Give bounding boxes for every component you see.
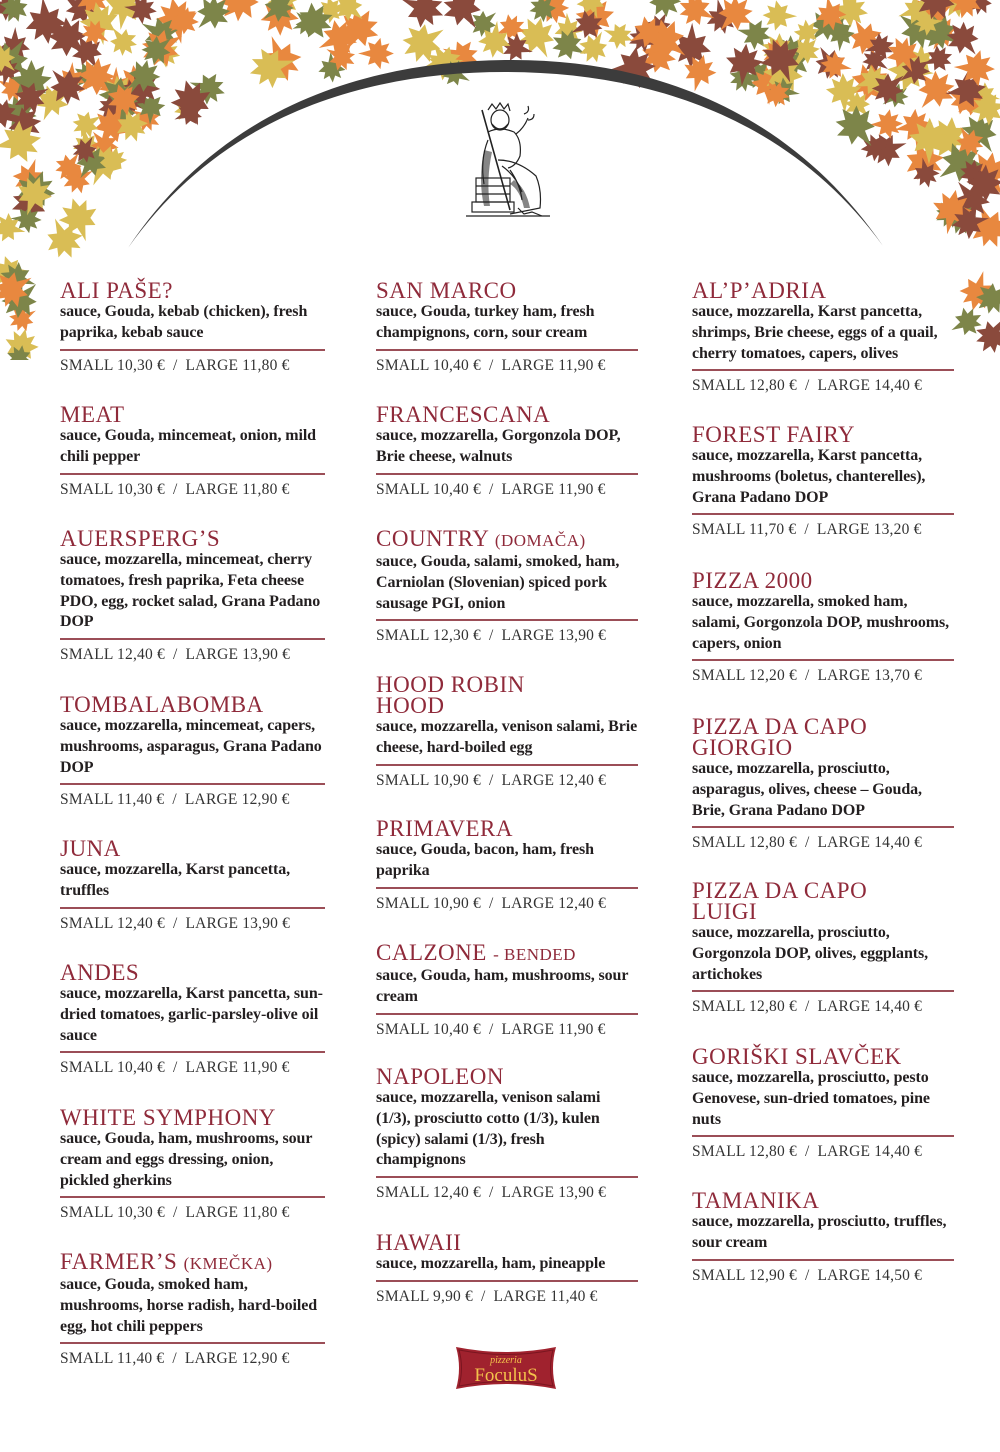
pizza-name [60,838,280,859]
pizza-price [692,521,954,539]
divider-line [60,638,325,640]
price-separator: / [804,377,810,395]
pizza-ingredients: sauce, mozzarella, Karst pancetta, shrimps, Brie cheese, eggs of a quail, cherry tomatoes, capers, olives [692,303,938,362]
pizza-price [376,627,638,645]
pizza-name-text: FARMER’S [60,1249,178,1274]
price-separator: / [488,894,494,912]
pizza-name-text: NAPOLEON [376,1064,504,1089]
size-large-label: LARGE [817,667,871,685]
price-small: 12,20 € [749,667,797,685]
pizza-price [692,377,954,395]
pizza-name [376,528,596,551]
price-separator: / [481,1287,486,1305]
size-large-label: LARGE [817,834,871,852]
divider-line [692,513,954,515]
price-small: 11,70 € [749,521,797,539]
price-small: 12,40 € [117,914,165,932]
pizza-name-text: HOOD ROBIN HOOD [376,672,525,718]
pizza-name-suffix: (DOMAČA) [494,531,586,550]
divider-line [376,1013,638,1015]
size-large-label: LARGE [816,521,870,539]
pizza-ingredients: sauce, Gouda, kebab (chicken), fresh paprika, kebab sauce [60,303,308,341]
divider-line [376,1176,638,1178]
pizza-ingredients: sauce, Gouda, ham, mushrooms, sour cream [376,967,629,1005]
price-small: 12,80 € [749,1143,797,1161]
price-large: 11,90 € [558,356,606,374]
pizza-name [376,280,596,301]
price-separator: / [488,1184,494,1202]
size-large-label: LARGE [185,1059,239,1077]
price-small: 12,40 € [117,646,165,664]
pizza-name-text: TOMBALABOMBA [60,692,264,717]
foculus-logo [450,1343,562,1393]
pizza-name [60,528,280,549]
price-separator: / [172,480,178,498]
divider-line [60,907,325,909]
pizza-price [692,998,954,1016]
size-small-label: SMALL [60,1059,113,1077]
size-small-label: SMALL [692,1266,745,1284]
price-small: 12,90 € [749,1266,797,1284]
price-separator: / [488,627,494,645]
size-small-label: SMALL [692,1143,745,1161]
price-large: 11,80 € [242,480,290,498]
size-small-label: SMALL [692,667,745,685]
divider-line [376,1280,638,1282]
size-large-label: LARGE [501,771,555,789]
pizza-price [376,481,638,499]
pizza-name [692,716,912,758]
price-small: 10,40 € [433,356,481,374]
price-large: 11,40 € [550,1287,598,1305]
pizza-price [376,1021,638,1039]
price-large: 11,90 € [242,1059,290,1077]
pizza-name-text: PIZZA 2000 [692,568,813,593]
size-large-label: LARGE [185,356,239,374]
size-large-label: LARGE [184,791,238,809]
size-small-label: SMALL [376,356,429,374]
pizza-name-text: JUNA [60,836,121,861]
price-small: 10,40 € [433,480,481,498]
pizza-name-text: COUNTRY [376,526,489,551]
menu-item [60,962,325,1077]
pizza-price [60,481,325,499]
price-small: 12,40 € [433,1184,481,1202]
pizza-price [692,1143,954,1161]
pizza-ingredients: sauce, Gouda, smoked ham, mushrooms, horse radish, hard-boiled egg, hot chili peppers [60,1276,318,1335]
divider-line [60,473,325,475]
pizza-ingredients: sauce, mozzarella, prosciutto, Gorgonzola DOP, olives, eggplants, artichokes [692,924,929,983]
size-large-label: LARGE [185,1204,239,1222]
divider-line [376,473,638,475]
size-small-label: SMALL [692,377,745,395]
pizza-ingredients: sauce, Gouda, bacon, ham, fresh paprika [376,841,594,879]
menu-item [376,1066,638,1202]
pizza-price [376,895,638,913]
size-large-label: LARGE [817,377,871,395]
price-small: 11,40 € [117,791,165,809]
pizza-name [60,404,280,425]
price-small: 12,80 € [749,998,797,1016]
size-large-label: LARGE [817,1143,871,1161]
pizza-name [692,570,912,591]
size-small-label: SMALL [60,1350,113,1368]
size-large-label: LARGE [493,1287,547,1305]
pizza-ingredients: sauce, mozzarella, Karst pancetta, sun-dried tomatoes, garlic-parsley-olive oil sauce [60,985,323,1044]
divider-line [376,764,638,766]
size-large-label: LARGE [185,914,239,932]
pizza-name [376,1232,596,1253]
pizza-price [60,646,325,664]
pizza-price [692,1267,954,1285]
pizza-name-text: TAMANIKA [692,1188,820,1213]
pizza-ingredients: sauce, mozzarella, prosciutto, truffles, sour cream [692,1213,947,1251]
price-small: 10,40 € [117,1059,165,1077]
pizza-ingredients: sauce, mozzarella, venison salami, Brie cheese, hard-boiled egg [376,718,638,756]
price-separator: / [172,791,177,809]
pizza-price [60,1059,325,1077]
pizza-name [376,818,596,839]
price-small: 11,40 € [117,1350,165,1368]
menu-item [376,1232,638,1306]
size-small-label: SMALL [376,627,429,645]
pizza-ingredients: sauce, mozzarella, Gorgonzola DOP, Brie cheese, walnuts [376,427,621,465]
pizza-name [692,1046,912,1067]
pizza-name [692,280,912,301]
size-large-label: LARGE [184,1350,238,1368]
price-large: 14,40 € [874,998,923,1016]
size-small-label: SMALL [692,521,745,539]
pizza-price [60,915,325,933]
divider-line [60,1196,325,1198]
price-small: 9,90 € [433,1287,473,1305]
price-small: 10,30 € [117,480,165,498]
price-separator: / [804,667,810,685]
divider-line [376,887,638,889]
menu-item [376,942,638,1039]
price-large: 12,40 € [558,894,607,912]
price-large: 13,90 € [558,627,607,645]
pizza-name [376,404,596,425]
pizza-name [376,674,596,716]
pizza-ingredients: sauce, mozzarella, venison salami (1/3), prosciutto cotto (1/3), kulen (spicy) salami (1/3), fresh champignons [376,1089,601,1169]
price-separator: / [172,646,178,664]
divider-line [692,990,954,992]
price-large: 11,90 € [558,1020,606,1038]
price-large: 13,90 € [242,914,291,932]
pizza-price [692,834,954,852]
pizza-name-suffix: (KMEČKA) [183,1254,273,1273]
menu-item [60,280,325,375]
price-small: 12,80 € [749,834,797,852]
pizza-name [60,1251,280,1274]
pizza-price [60,357,325,375]
size-large-label: LARGE [817,1266,871,1284]
pizza-name-text: AUERSPERG’S [60,526,221,551]
pizza-name-text: MEAT [60,402,125,427]
price-large: 13,90 € [558,1184,607,1202]
price-large: 12,90 € [241,791,290,809]
price-separator: / [804,521,809,539]
size-large-label: LARGE [501,356,555,374]
price-separator: / [488,1020,494,1038]
price-separator: / [488,480,494,498]
menu-item [692,1046,954,1161]
pizza-name [376,942,596,965]
price-separator: / [172,356,178,374]
pizza-price [376,1288,638,1306]
pizza-name-text: WHITE SYMPHONY [60,1105,276,1130]
pizza-ingredients: sauce, mozzarella, mincemeat, cherry tomatoes, fresh paprika, Feta cheese PDO, egg, rocket salad, Grana Padano DOP [60,551,321,631]
divider-line [692,659,954,661]
menu-item [60,838,325,933]
pizza-name [692,424,912,445]
price-small: 10,30 € [117,1204,165,1222]
pizza-name-text: GORIŠKI SLAVČEK [692,1044,902,1069]
pizza-name-suffix: - BENDED [493,945,576,964]
pizza-ingredients: sauce, Gouda, turkey ham, fresh champignons, corn, sour cream [376,303,595,341]
price-separator: / [804,998,810,1016]
pizza-price [376,1184,638,1202]
menu-item [60,404,325,499]
menu-item [376,280,638,375]
price-small: 10,40 € [433,1020,481,1038]
pizza-ingredients: sauce, mozzarella, mincemeat, capers, mushrooms, asparagus, Grana Padano DOP [60,717,322,776]
price-large: 12,90 € [241,1350,290,1368]
pizza-name-text: ALI PAŠE? [60,278,173,303]
size-small-label: SMALL [60,914,113,932]
pizza-ingredients: sauce, mozzarella, prosciutto, pesto Genovese, sun-dried tomatoes, pine nuts [692,1069,930,1128]
pizza-name-text: PIZZA DA CAPO GIORGIO [692,714,868,760]
price-separator: / [172,1059,178,1077]
svg-text:pizzeria: pizzeria [490,1355,522,1366]
price-large: 14,40 € [874,377,923,395]
price-large: 13,70 € [874,667,923,685]
price-small: 12,30 € [433,627,481,645]
size-large-label: LARGE [817,998,871,1016]
size-large-label: LARGE [501,894,555,912]
menu-item [376,818,638,913]
pizza-price [376,772,638,790]
menu-item [692,880,954,1016]
price-separator: / [172,1204,178,1222]
pizza-name-text: FRANCESCANA [376,402,551,427]
price-large: 14,40 € [874,1143,923,1161]
pizza-price [60,1350,325,1368]
pizza-name [60,962,280,983]
price-small: 10,90 € [433,894,481,912]
size-large-label: LARGE [185,480,239,498]
pizza-ingredients: sauce, Gouda, ham, mushrooms, sour cream and eggs dressing, onion, pickled gherkins [60,1130,313,1189]
divider-line [692,369,954,371]
pizza-name [692,880,912,922]
divider-line [692,1135,954,1137]
pizza-ingredients: sauce, Gouda, mincemeat, onion, mild chili pepper [60,427,316,465]
price-large: 11,80 € [242,356,290,374]
menu-item [60,528,325,664]
pizza-ingredients: sauce, mozzarella, prosciutto, asparagus, olives, cheese – Gouda, Brie, Grana Padano DOP [692,760,922,819]
divider-line [692,1259,954,1261]
pizza-name [692,1190,912,1211]
size-large-label: LARGE [501,1020,555,1038]
price-small: 12,80 € [749,377,797,395]
menu-item [376,528,638,645]
price-small: 10,30 € [117,356,165,374]
menu-item [692,280,954,395]
menu-item [376,404,638,499]
size-small-label: SMALL [60,480,113,498]
size-large-label: LARGE [501,627,555,645]
price-small: 10,90 € [433,771,481,789]
pizza-name [60,280,280,301]
divider-line [376,349,638,351]
price-separator: / [804,1143,810,1161]
price-separator: / [804,834,810,852]
divider-line [60,1051,325,1053]
menu-item [60,694,325,809]
menu-item [692,1190,954,1285]
divider-line [60,349,325,351]
pizza-ingredients: sauce, mozzarella, Karst pancetta, truffles [60,861,291,899]
price-separator: / [488,771,494,789]
size-large-label: LARGE [501,1184,555,1202]
price-large: 13,20 € [873,521,922,539]
divider-line [60,783,325,785]
pizza-ingredients: sauce, mozzarella, ham, pineapple [376,1255,606,1272]
menu-item [692,716,954,852]
size-small-label: SMALL [376,771,429,789]
pizza-price [376,357,638,375]
pizza-price [692,667,954,685]
size-large-label: LARGE [185,646,239,664]
pizza-price [60,791,325,809]
menu-item [692,570,954,685]
pizza-name-text: PIZZA DA CAPO LUIGI [692,878,868,924]
pizza-name-text: SAN MARCO [376,278,517,303]
size-small-label: SMALL [376,894,429,912]
pizza-ingredients: sauce, mozzarella, smoked ham, salami, Gorgonzola DOP, mushrooms, capers, onion [692,593,950,652]
pizza-price [60,1204,325,1222]
price-separator: / [804,1266,810,1284]
size-small-label: SMALL [692,998,745,1016]
pizza-name-text: ANDES [60,960,140,985]
menu-item [60,1107,325,1222]
price-large: 11,80 € [242,1204,290,1222]
pizza-name-text: CALZONE [376,940,487,965]
size-small-label: SMALL [60,1204,113,1222]
pizza-name [60,1107,280,1128]
size-small-label: SMALL [692,834,745,852]
size-small-label: SMALL [376,480,429,498]
statue-engraving-icon [458,100,554,230]
size-small-label: SMALL [376,1184,429,1202]
divider-line [376,619,638,621]
svg-text:FoculuS: FoculuS [474,1365,538,1386]
pizza-name-text: HAWAII [376,1230,462,1255]
divider-line [692,826,954,828]
price-separator: / [488,356,494,374]
price-large: 11,90 € [558,480,606,498]
size-large-label: LARGE [501,480,555,498]
pizza-name-text: PRIMAVERA [376,816,513,841]
size-small-label: SMALL [376,1020,429,1038]
pizza-ingredients: sauce, Gouda, salami, smoked, ham, Carniolan (Slovenian) spiced pork sausage PGI, onion [376,553,620,612]
menu-item [692,424,954,539]
menu-item [60,1251,325,1368]
price-large: 13,90 € [242,646,291,664]
size-small-label: SMALL [376,1287,429,1305]
price-large: 14,40 € [874,834,923,852]
size-small-label: SMALL [60,646,113,664]
pizza-name [376,1066,596,1087]
size-small-label: SMALL [60,791,113,809]
menu-item [376,674,638,790]
pizza-name-text: FOREST FAIRY [692,422,856,447]
divider-line [60,1342,325,1344]
price-large: 14,50 € [874,1266,923,1284]
price-separator: / [172,1350,177,1368]
price-large: 12,40 € [558,771,607,789]
pizza-name [60,694,280,715]
pizza-ingredients: sauce, mozzarella, Karst pancetta, mushrooms (boletus, chanterelles), Grana Padano DOP [692,447,926,506]
pizza-name-text: AL’P’ADRIA [692,278,827,303]
price-separator: / [172,914,178,932]
size-small-label: SMALL [60,356,113,374]
